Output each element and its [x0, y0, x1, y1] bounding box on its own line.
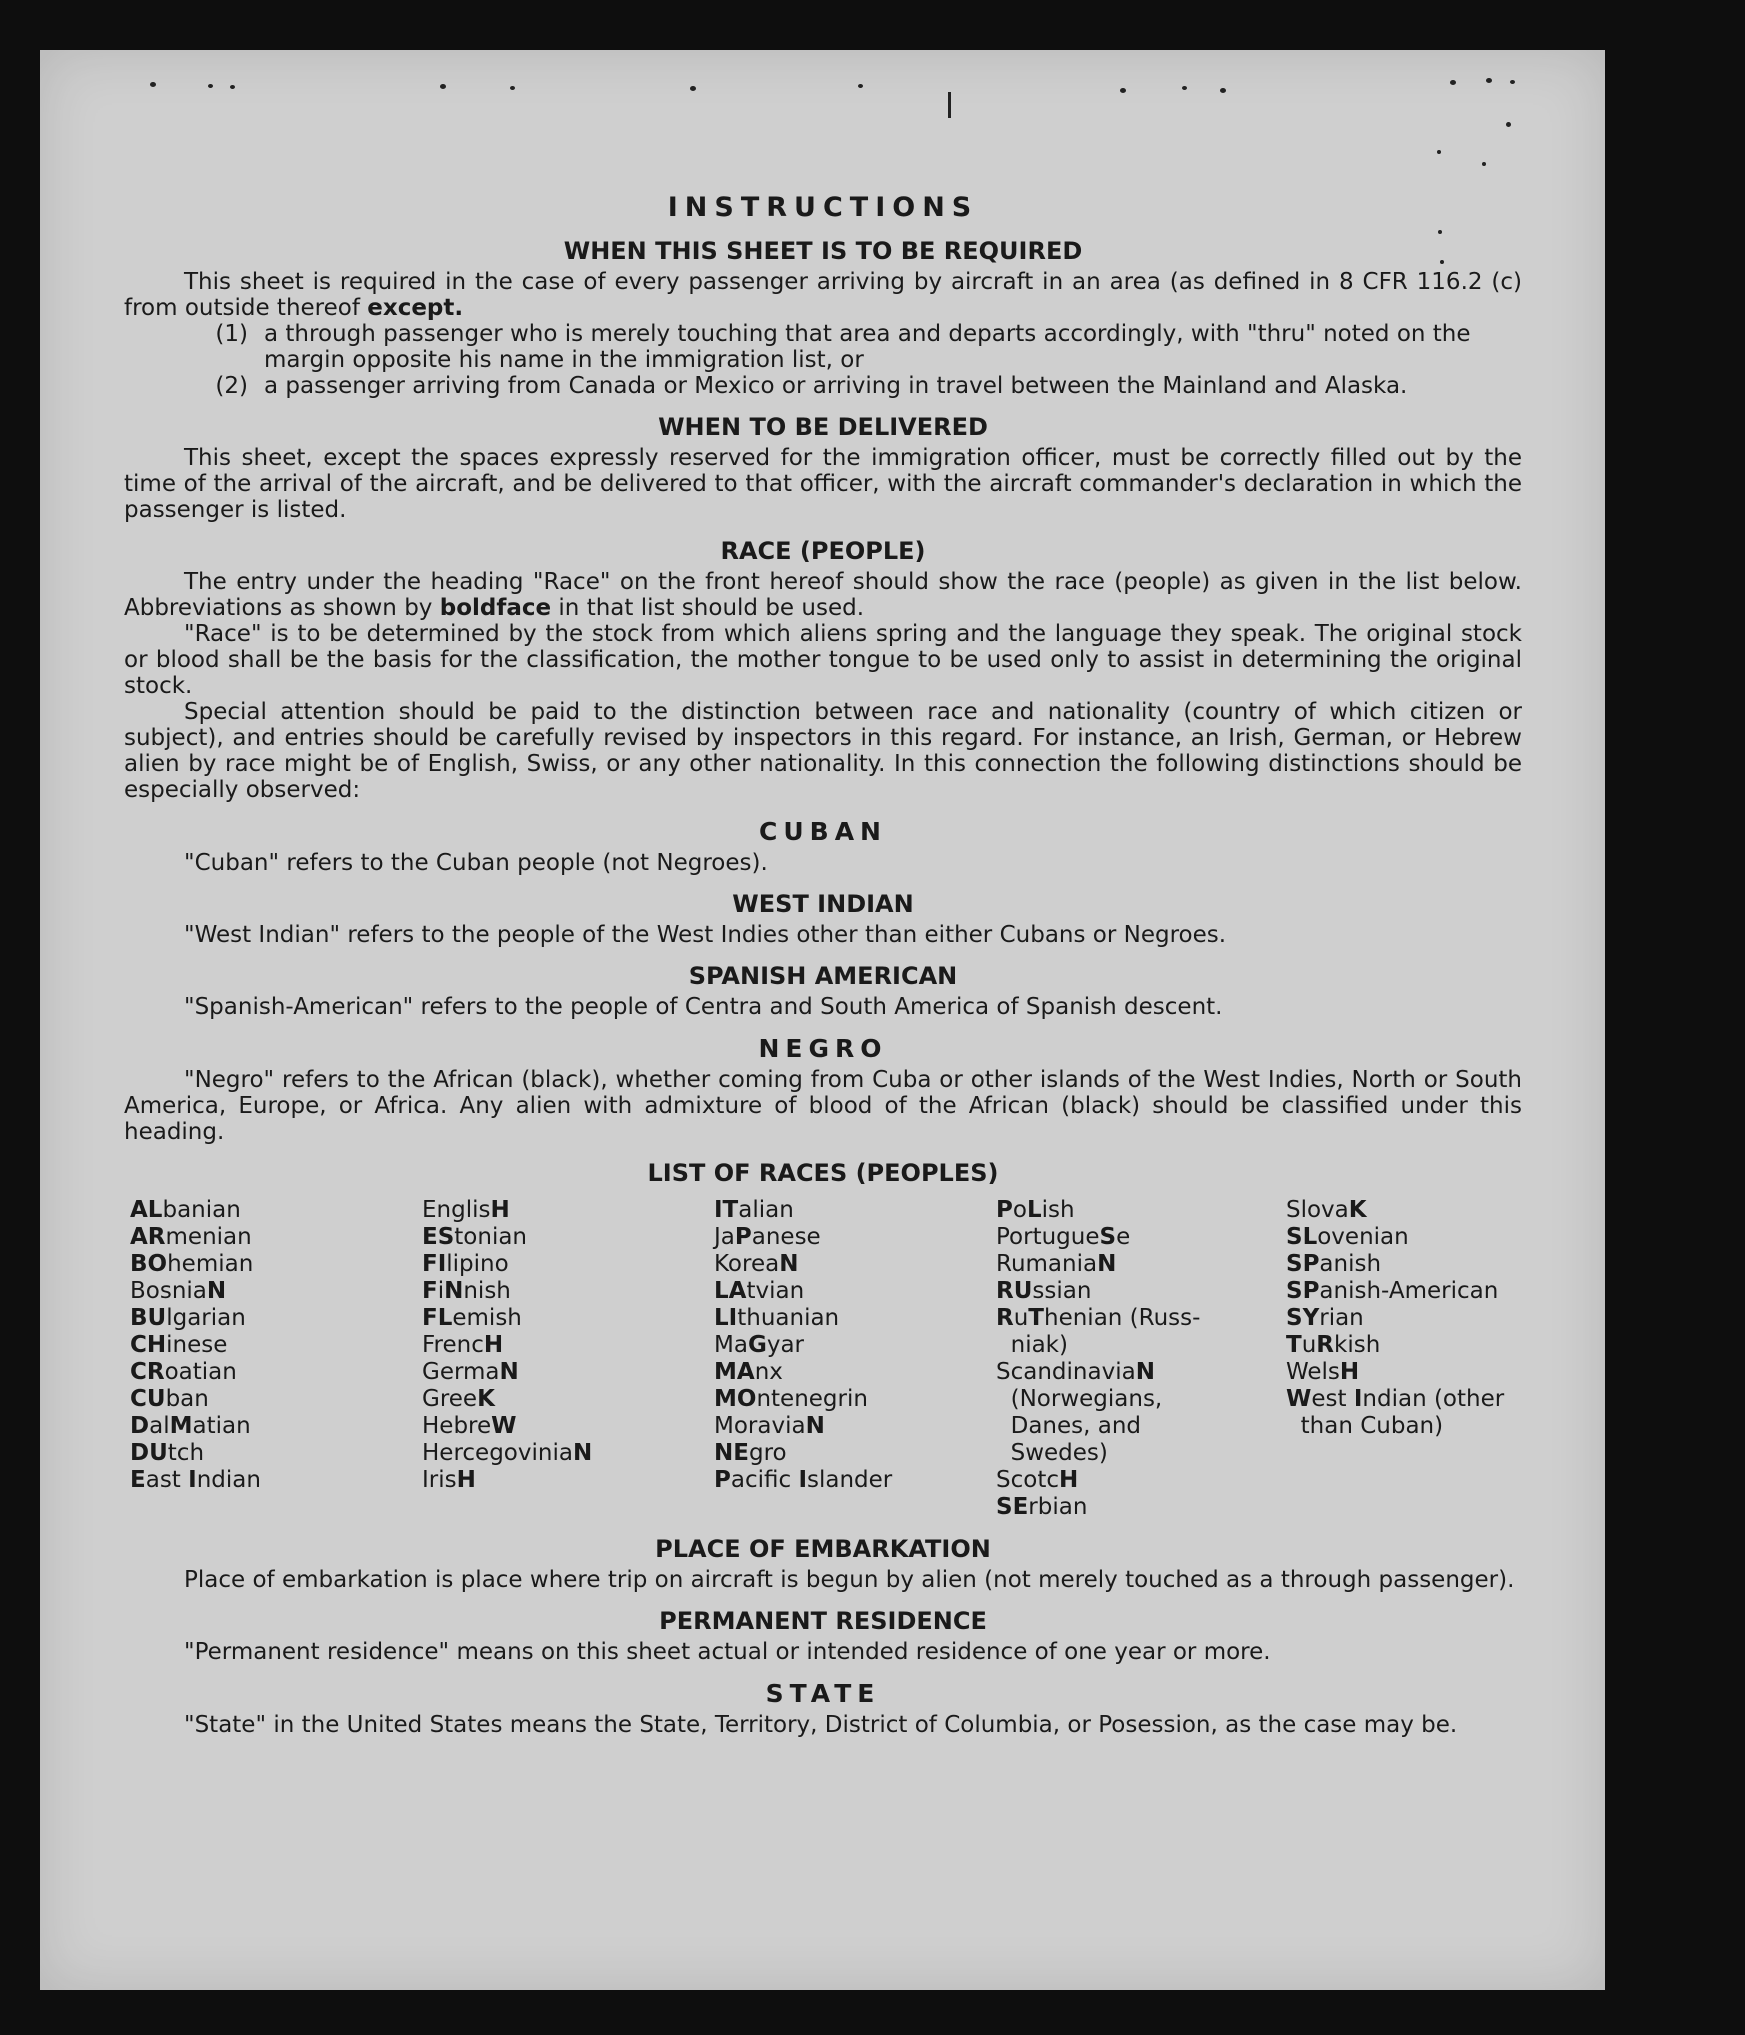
race-entry: [714, 1413, 996, 1440]
race-abbrev: N: [444, 1278, 464, 1304]
race-rest: anish-American: [1319, 1278, 1499, 1304]
race-abbrev: T: [1286, 1332, 1302, 1358]
race-rest: Scandinavia: [996, 1359, 1136, 1385]
when-required-intro: This sheet is required in the case of every passenger arriving by aircraft in an area (as defined in 8 CFR 116.2 (c) from outside thereof except.: [124, 269, 1522, 321]
race-entry: [996, 1197, 1286, 1224]
race-abbrev: D: [130, 1413, 150, 1439]
race-rest: tch: [167, 1440, 205, 1466]
race-abbrev: N: [1135, 1359, 1155, 1385]
race-abbrev: T: [1028, 1305, 1044, 1331]
race-rest: al: [149, 1413, 170, 1439]
race-entry: [1286, 1359, 1528, 1386]
race-rest: Gree: [422, 1386, 478, 1412]
race-abbrev: LA: [714, 1278, 747, 1304]
race-abbrev: I: [188, 1467, 197, 1493]
race-entry: [1286, 1305, 1528, 1332]
race-entry: [996, 1467, 1286, 1494]
race-abbrev: DU: [130, 1440, 168, 1466]
race-rest: lipino: [446, 1251, 509, 1277]
race-entry: [422, 1413, 714, 1440]
embarkation-text: Place of embarkation is place where trip on aircraft is begun by alien (not merely touched as a through passenger).: [184, 1567, 1515, 1593]
race-rest: e: [1116, 1224, 1131, 1250]
race-rest: ntenegrin: [756, 1386, 868, 1412]
race-rest: Korea: [714, 1251, 780, 1277]
race-rest: u: [1301, 1332, 1317, 1358]
instructions-content: [124, 192, 1522, 1738]
race-rest: Scotc: [996, 1467, 1059, 1493]
race-abbrev: CR: [130, 1359, 165, 1385]
race-rest: ovenian: [1317, 1224, 1409, 1250]
race-entry: [1286, 1197, 1528, 1224]
race-abbrev: R: [1316, 1332, 1334, 1358]
race-abbrev: SL: [1286, 1224, 1318, 1250]
race-rest: nx: [754, 1359, 783, 1385]
race-rest: ban: [165, 1386, 209, 1412]
heading-spanish-american: SPANISH AMERICAN: [688, 962, 958, 990]
race-rest: Englis: [422, 1197, 491, 1223]
race-rest: est: [1311, 1386, 1354, 1412]
race-rest: inese: [166, 1332, 228, 1358]
race-entry: [714, 1332, 996, 1359]
race-abbrev: H: [1058, 1467, 1079, 1493]
race-entry: [422, 1278, 714, 1305]
race-abbrev: K: [477, 1386, 495, 1412]
race-entry: [714, 1386, 996, 1413]
race-rest: kish: [1334, 1332, 1381, 1358]
race-rest: thuanian: [737, 1305, 840, 1331]
race-entry: [130, 1359, 422, 1386]
race-abbrev: SY: [1286, 1305, 1320, 1331]
heading-when-delivered: WHEN TO BE DELIVERED: [658, 413, 988, 441]
race-rest: ish: [1041, 1197, 1075, 1223]
negro-text: "Negro" refers to the African (black), whether coming from Cuba or other islands of the West Indies, North or South America, Europe, or Africa. Any alien with admixture of blood of the African (black) should be classified under this heading.: [124, 1067, 1522, 1145]
race-abbrev: SP: [1286, 1251, 1320, 1277]
race-entry: [130, 1413, 422, 1440]
race-entry: [422, 1386, 714, 1413]
race-entry: [714, 1305, 996, 1332]
race-abbrev: L: [1026, 1197, 1042, 1223]
race-rest: henian (Russ- niak): [1010, 1305, 1201, 1358]
race-abbrev: E: [130, 1467, 146, 1493]
race-rest: banian: [162, 1197, 241, 1223]
race-abbrev: S: [1099, 1224, 1117, 1250]
race-abbrev: N: [499, 1359, 519, 1385]
heading-cuban: CUBAN: [759, 817, 887, 846]
race-rest: oatian: [164, 1359, 237, 1385]
race-abbrev: P: [996, 1197, 1013, 1223]
race-abbrev: N: [206, 1278, 227, 1304]
heading-when-required: WHEN THIS SHEET IS TO BE REQUIRED: [563, 237, 1083, 265]
race-abbrev: I: [1353, 1386, 1363, 1412]
race-list: [130, 1197, 1522, 1521]
race-entry: [422, 1359, 714, 1386]
race-column: [422, 1197, 714, 1521]
race-entry: [996, 1278, 1286, 1305]
race-entry: [422, 1305, 714, 1332]
race-rest: anese: [751, 1224, 821, 1250]
when-delivered-text: This sheet, except the spaces expressly reserved for the immigration officer, must be correctly filled out by the time of the arrival of the aircraft, and be delivered to that officer, with the aircraft commander's declaration in which the passenger is listed.: [124, 445, 1522, 523]
race-entry: [130, 1305, 422, 1332]
race-rest: Iris: [422, 1467, 457, 1493]
state-text: "State" in the United States means the State, Territory, District of Columbia, or Posession, as the case may be.: [184, 1712, 1458, 1738]
race-rest: ssian: [1032, 1278, 1092, 1304]
race-entry: [130, 1251, 422, 1278]
race-rest: emish: [452, 1305, 522, 1331]
race-abbrev: FL: [422, 1305, 453, 1331]
race-rest: gro: [748, 1440, 787, 1466]
race-rest: Germa: [422, 1359, 500, 1385]
race-abbrev: LI: [714, 1305, 738, 1331]
race-rest: Bosnia: [130, 1278, 207, 1304]
exception-item-1: (1) a through passenger who is merely touching that area and departs accordingly, with "thru" noted on the margin opposite his name in the immigration list, or: [215, 321, 1471, 373]
race-abbrev: SE: [996, 1494, 1029, 1520]
race-rest: nish: [463, 1278, 511, 1304]
race-entry: [130, 1332, 422, 1359]
race-column: [996, 1197, 1286, 1521]
race-rest: menian: [165, 1224, 252, 1250]
race-entry: [1286, 1332, 1528, 1359]
race-entry: [422, 1440, 714, 1467]
heading-permanent-residence: PERMANENT RESIDENCE: [659, 1607, 987, 1635]
race-abbrev: BU: [130, 1305, 167, 1331]
race-column: [714, 1197, 996, 1521]
race-entry: [996, 1224, 1286, 1251]
document-sheet: [40, 50, 1605, 1990]
race-entry: [130, 1467, 422, 1494]
residence-text: "Permanent residence" means on this sheet actual or intended residence of one year or more.: [184, 1639, 1271, 1665]
race-abbrev: SP: [1286, 1278, 1320, 1304]
race-entry: [422, 1332, 714, 1359]
race-paragraph-3: Special attention should be paid to the distinction between race and nationality (country of which citizen or subject), and entries should be carefully revised by inspectors in this regard. For instance, an Irish, German, or Hebrew alien by race might be of English, Swiss, or any other nationality. In this connection the following distinctions should be especially observed:: [124, 699, 1522, 803]
race-rest: atian: [192, 1413, 251, 1439]
race-entry: [714, 1197, 996, 1224]
heading-embarkation: PLACE OF EMBARKATION: [655, 1535, 991, 1563]
race-entry: [996, 1251, 1286, 1278]
heading-negro: NEGRO: [758, 1034, 888, 1063]
race-abbrev: BO: [130, 1251, 168, 1277]
race-abbrev: MO: [714, 1386, 757, 1412]
race-rest: Hercegovinia: [422, 1440, 573, 1466]
race-rest: alian: [738, 1197, 794, 1223]
race-abbrev: F: [422, 1278, 438, 1304]
race-rest: Ma: [714, 1332, 748, 1358]
race-column: [1286, 1197, 1528, 1521]
race-entry: [1286, 1386, 1528, 1440]
race-entry: [714, 1440, 996, 1467]
race-abbrev: CU: [130, 1386, 166, 1412]
race-rest: (Norwegians, Danes, and Swedes): [1010, 1386, 1163, 1466]
race-rest: ndian (other than Cuban): [1300, 1386, 1505, 1439]
heading-state: STATE: [765, 1679, 881, 1708]
race-rest: hemian: [167, 1251, 254, 1277]
race-abbrev: RU: [996, 1278, 1033, 1304]
punch-mark: [948, 92, 951, 118]
race-entry: [422, 1224, 714, 1251]
race-entry: [996, 1359, 1286, 1467]
race-abbrev: W: [1286, 1386, 1312, 1412]
race-paragraph-1: The entry under the heading "Race" on the front hereof should show the race (people) as given in the list below. Abbreviations as shown by boldface in that list should be used.: [124, 569, 1522, 621]
race-rest: Hebre: [422, 1413, 492, 1439]
race-abbrev: AL: [130, 1197, 163, 1223]
race-abbrev: AR: [130, 1224, 166, 1250]
heading-race: RACE (PEOPLE): [720, 537, 926, 565]
race-abbrev: N: [572, 1440, 593, 1466]
west-indian-text: "West Indian" refers to the people of the West Indies other than either Cubans or Negroes.: [184, 922, 1227, 948]
race-entry: [714, 1224, 996, 1251]
race-abbrev: IT: [714, 1197, 739, 1223]
race-abbrev: I: [798, 1467, 807, 1493]
race-rest: i: [437, 1278, 445, 1304]
race-rest: ast: [145, 1467, 189, 1493]
heading-west-indian: WEST INDIAN: [732, 890, 914, 918]
race-entry: [130, 1224, 422, 1251]
race-rest: yar: [766, 1332, 805, 1358]
race-entry: [130, 1386, 422, 1413]
race-abbrev: H: [456, 1467, 476, 1493]
race-abbrev: FI: [422, 1251, 447, 1277]
race-column: [130, 1197, 422, 1521]
race-abbrev: P: [714, 1467, 731, 1493]
page-title: INSTRUCTIONS: [667, 192, 979, 223]
race-abbrev: CH: [130, 1332, 167, 1358]
race-rest: Ja: [714, 1224, 735, 1250]
exception-item-2: (2) a passenger arriving from Canada or Mexico or arriving in travel between the Mainland and Alaska.: [215, 373, 1408, 399]
spanish-american-text: "Spanish-American" refers to the people of Centra and South America of Spanish descent.: [184, 994, 1223, 1020]
cuban-text: "Cuban" refers to the Cuban people (not Negroes).: [184, 850, 768, 876]
race-abbrev: G: [747, 1332, 767, 1358]
race-entry: [422, 1197, 714, 1224]
race-entry: [714, 1278, 996, 1305]
race-entry: [714, 1359, 996, 1386]
race-rest: tvian: [746, 1278, 805, 1304]
race-entry: [130, 1440, 422, 1467]
race-abbrev: M: [169, 1413, 193, 1439]
race-rest: Rumania: [996, 1251, 1098, 1277]
race-abbrev: H: [1339, 1359, 1360, 1385]
race-abbrev: H: [490, 1197, 510, 1223]
race-rest: acific: [730, 1467, 799, 1493]
race-rest: o: [1012, 1197, 1027, 1223]
race-abbrev: ES: [422, 1224, 455, 1250]
race-rest: u: [1013, 1305, 1029, 1331]
race-rest: rbian: [1028, 1494, 1088, 1520]
race-abbrev: N: [805, 1413, 825, 1439]
race-abbrev: R: [996, 1305, 1014, 1331]
race-rest: ndian: [196, 1467, 261, 1493]
race-abbrev: W: [491, 1413, 517, 1439]
race-abbrev: N: [1097, 1251, 1117, 1277]
race-entry: [130, 1197, 422, 1224]
race-abbrev: MA: [714, 1359, 755, 1385]
race-entry: [130, 1278, 422, 1305]
race-rest: Portugue: [996, 1224, 1100, 1250]
race-abbrev: P: [734, 1224, 752, 1250]
race-abbrev: N: [779, 1251, 799, 1277]
race-rest: Frenc: [422, 1332, 484, 1358]
race-rest: Moravia: [714, 1413, 806, 1439]
race-entry: [714, 1251, 996, 1278]
race-entry: [996, 1494, 1286, 1521]
race-entry: [422, 1467, 714, 1494]
race-rest: lgarian: [166, 1305, 246, 1331]
heading-list-of-races: LIST OF RACES (PEOPLES): [647, 1159, 999, 1187]
race-entry: [714, 1467, 996, 1494]
race-rest: rian: [1319, 1305, 1364, 1331]
race-abbrev: NE: [714, 1440, 749, 1466]
race-entry: [1286, 1278, 1528, 1305]
race-rest: slander: [807, 1467, 893, 1493]
race-entry: [1286, 1224, 1528, 1251]
race-rest: anish: [1319, 1251, 1382, 1277]
race-paragraph-2: "Race" is to be determined by the stock from which aliens spring and the language they speak. The original stock or blood shall be the basis for the classification, the mother tongue to be used only to assist in determining the original stock.: [124, 621, 1522, 699]
race-rest: Slova: [1286, 1197, 1349, 1223]
race-entry: [422, 1251, 714, 1278]
race-abbrev: K: [1348, 1197, 1367, 1223]
race-entry: [996, 1305, 1286, 1359]
race-abbrev: H: [483, 1332, 504, 1358]
race-rest: Wels: [1286, 1359, 1340, 1385]
race-rest: tonian: [454, 1224, 528, 1250]
race-entry: [1286, 1251, 1528, 1278]
